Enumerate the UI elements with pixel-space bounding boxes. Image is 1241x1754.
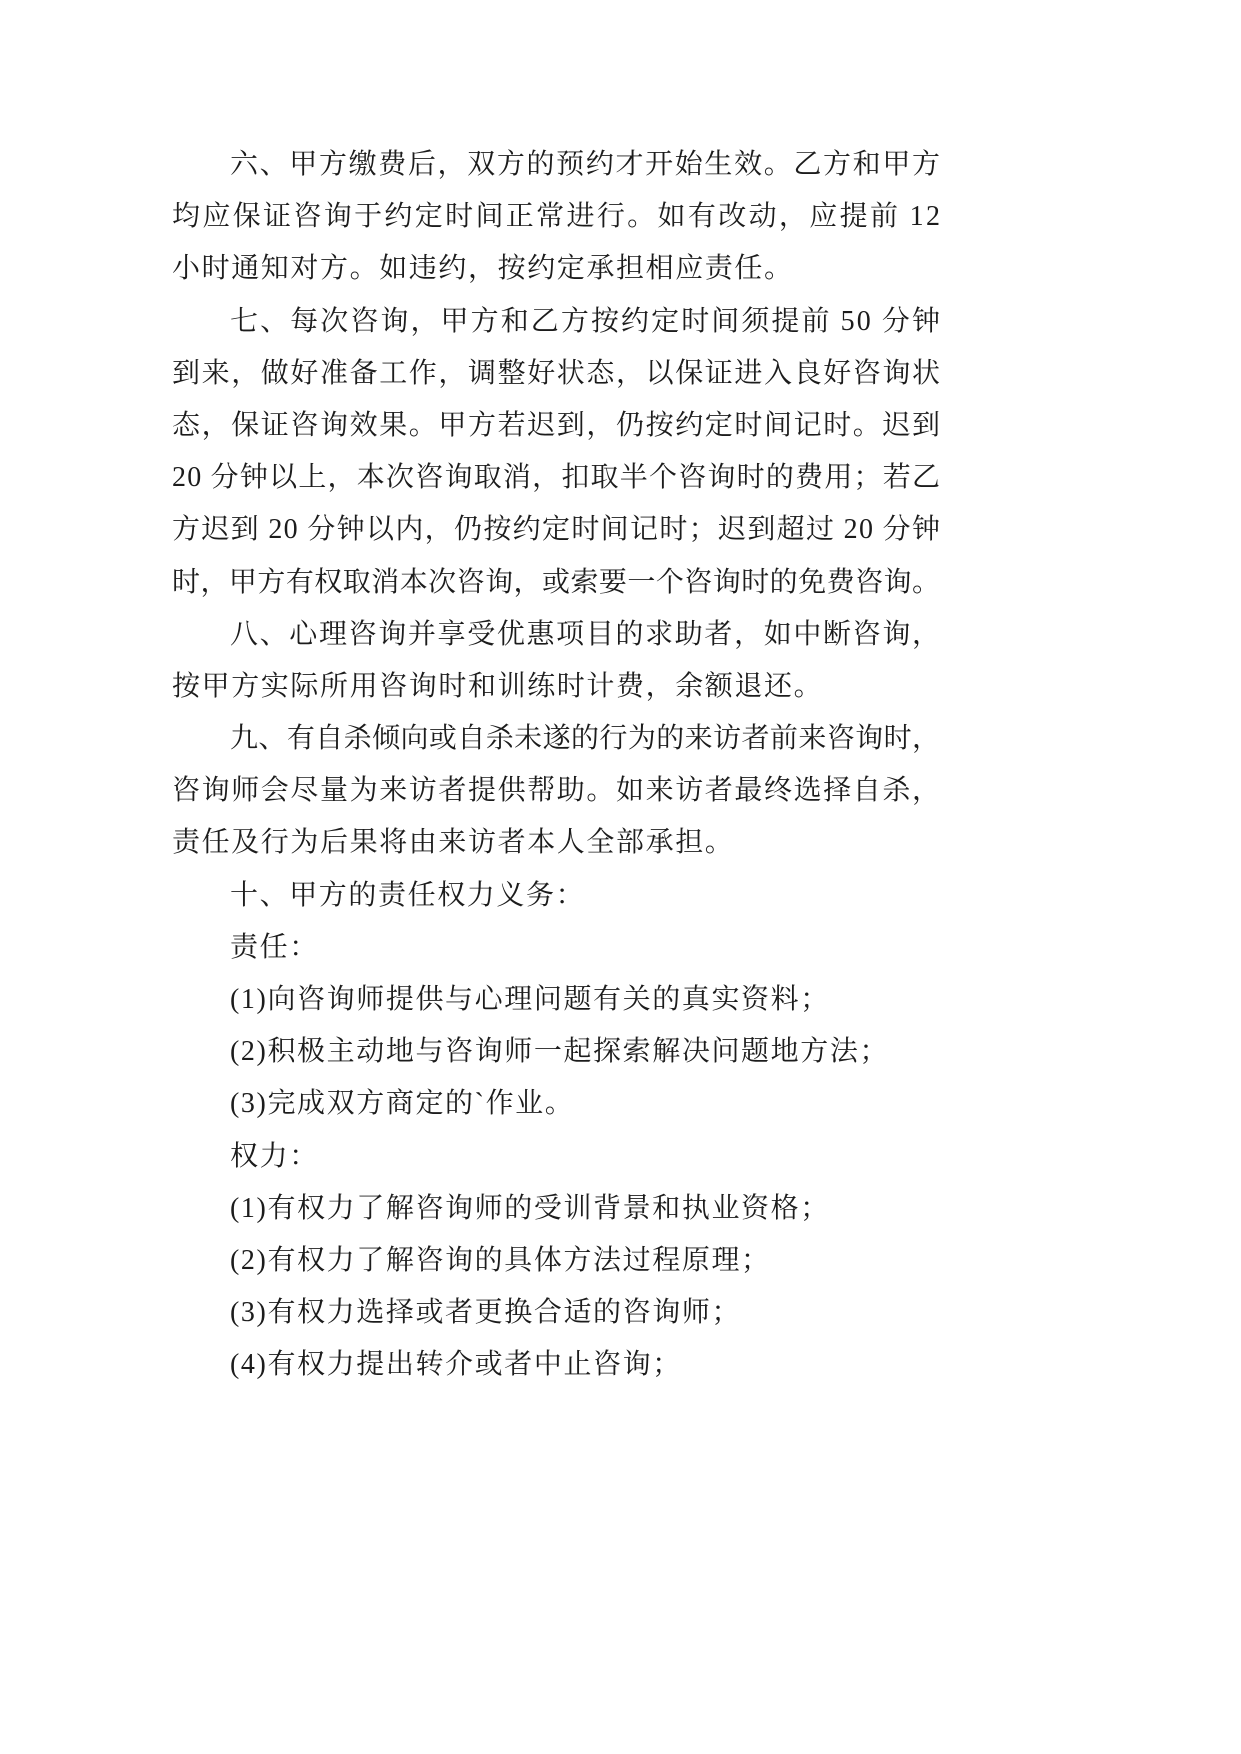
clause-7-line: 到来，做好准备工作，调整好状态，以保证进入良好咨询状 [172,357,942,389]
clause-7-line: 方迟到 20 分钟以内，仍按约定时间记时；迟到超过 20 分钟 [172,514,942,546]
clause-8-line: 按甲方实际所用咨询时和训练时计费，余额退还。 [172,670,824,702]
document-body [172,139,943,1392]
clause-9-line: 九、有自杀倾向或自杀未遂的行为的来访者前来咨询时， [230,723,941,755]
clause-7-line: 时，甲方有权取消本次咨询，或索要一个咨询时的免费咨询。 [172,566,941,598]
clause-6-line: 小时通知对方。如违约，按约定承担相应责任。 [172,253,794,285]
responsibility-item: (3)完成双方商定的`作业。 [230,1088,575,1120]
right-item: (3)有权力选择或者更换合适的咨询师； [230,1297,742,1329]
responsibility-item: (1)向咨询师提供与心理问题有关的真实资料； [230,984,830,1015]
clause-7-line: 态，保证咨询效果。甲方若迟到，仍按约定时间记时。迟到 [172,409,942,441]
clause-9-line: 咨询师会尽量为来访者提供帮助。如来访者最终选择自杀， [172,775,942,807]
clause-6-line: 六、甲方缴费后，双方的预约才开始生效。乙方和甲方 [230,149,942,180]
responsibilities-label: 责任： [230,931,319,963]
clause-10-heading: 十、甲方的责任权力义务： [230,879,586,911]
clause-7-paragraph [172,296,943,609]
clause-6-line: 均应保证咨询于约定时间正常进行。如有改动，应提前 12 [172,201,943,233]
rights-label: 权力： [230,1140,319,1172]
clause-6-paragraph [172,139,943,296]
responsibility-item: (2)积极主动地与咨询师一起探索解决问题地方法； [230,1036,890,1068]
clause-9-paragraph [172,713,940,870]
clause-10-section [172,870,940,1392]
right-item: (4)有权力提出转介或者中止咨询； [230,1349,682,1381]
right-item: (1)有权力了解咨询师的受训背景和执业资格； [230,1192,830,1224]
clause-8-line: 八、心理咨询并享受优惠项目的求助者，如中断咨询， [230,618,942,650]
clause-9-line: 责任及行为后果将由来访者本人全部承担。 [172,827,735,859]
clause-7-line: 20 分钟以上，本次咨询取消，扣取半个咨询时的费用；若乙 [172,462,942,494]
clause-7-line: 七、每次咨询，甲方和乙方按约定时间须提前 50 分钟 [230,305,943,337]
right-item: (2)有权力了解咨询的具体方法过程原理； [230,1244,771,1276]
clause-8-paragraph [172,609,940,713]
